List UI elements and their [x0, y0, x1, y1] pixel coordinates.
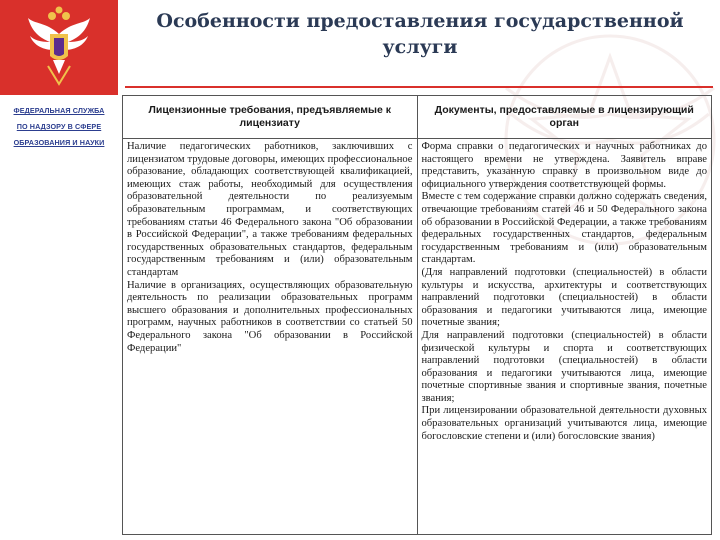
- documents-cell: [417, 139, 712, 535]
- page-title: Особенности предоставления государственной услуги: [156, 10, 684, 58]
- requirement-paragraph: Наличие педагогических работников, заключивших с лицензиатом трудовые договоры, имеющих профессиональное образование, обладающих соответствующей квалификацией, имеющих стаж работы, необходимый для осуществления образовательной деятельности по реализуемым образовательным программам, и соответствующих требованиям статьи 46 Федерального закона "Об образовании в Российской Федерации", а также требованиям федеральных государственных образовательных стандартов, федеральным государственным требованиям и (или) образовательным стандартам: [127, 141, 413, 278]
- eagle-emblem-icon: [26, 4, 92, 90]
- agency-name: [0, 103, 118, 151]
- agency-name-line: ФЕДЕРАЛЬНАЯ СЛУЖБА: [13, 106, 105, 115]
- document-paragraph: Форма справки о педагогических и научных работниках до настоящего времени не утверждена. Заявитель вправе представить, указанную справку в произвольном виде до официального утверждения соответствующей формы.: [421, 141, 707, 190]
- document-paragraph: Вместе с тем содержание справки должно содержать сведения, отвечающие требованиям статей 46 и 50 Федерального закона об образовании в Российской Федерации, а также требованиям федеральных государственных стандартов, федеральным государственным требованиям и (или) образовательным стандартам.: [421, 191, 707, 266]
- document-paragraph: (Для направлений подготовки (специальностей) в области культуры и искусства, архитектуры и соответствующих направлений подготовки (специальностей) в области образования и педагогики учитываются лица, имеющие почетные звания;: [421, 266, 707, 329]
- title-divider: [125, 86, 713, 88]
- emblem-panel: [0, 0, 118, 95]
- document-paragraph: При лицензировании образовательной деятельности духовных образовательных организаций учитываются лица, имеющие богословские степени и (или) богословские звания): [421, 405, 707, 442]
- agency-name-line: ПО НАДЗОРУ В СФЕРЕ: [16, 122, 102, 131]
- table-row: [123, 139, 712, 535]
- table-header-row: [123, 96, 712, 139]
- requirements-cell: [123, 139, 418, 535]
- requirements-table: [122, 95, 712, 535]
- agency-name-line: ОБРАЗОВАНИЯ И НАУКИ: [13, 138, 105, 147]
- requirement-paragraph: Наличие в организациях, осуществляющих образовательную деятельность по реализации образовательных программ высшего образования и дополнительных профессиональных программ, научных работников в соответствии со статьей 50 Федерального закона "Об образовании в Российской Федерации": [127, 279, 413, 354]
- document-paragraph: Для направлений подготовки (специальностей) в области физической культуры и спорта и соответствующих направлений подготовки (специальностей) в области образования и педагогики учитываются лица, имеющие почетные спортивные звания и спортивные звания, почетные звания;: [421, 329, 707, 404]
- column-header-documents: Документы, предоставляемые в лицензирующий орган: [417, 96, 712, 139]
- column-header-requirements: Лицензионные требования, предъявляемые к лицензиату: [123, 96, 418, 139]
